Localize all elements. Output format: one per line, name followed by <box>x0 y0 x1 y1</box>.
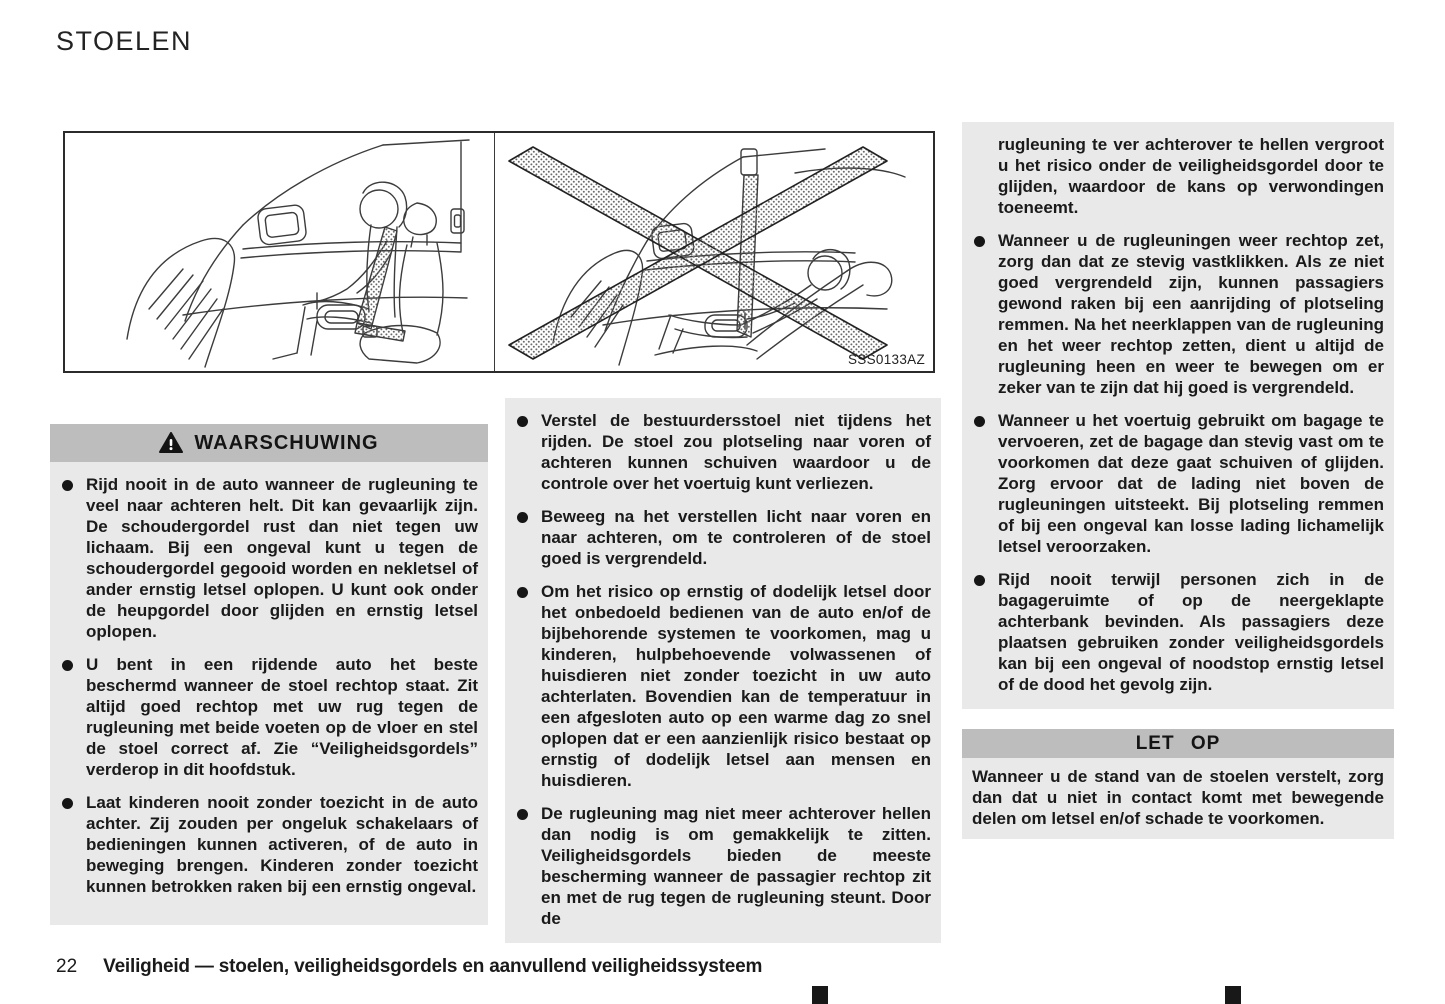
figure-code: SSS0133AZ <box>848 352 925 367</box>
bullet-text: Rijd nooit terwijl personen zich in de bagageruimte of op de neergeklapte achterbank bevinden. Als passagiers deze plaatsen gebruiken zonder veiligheidsgordels kan bij een ongeval of noodstop ernstig letsel of de dood het gevolg zijn. <box>998 570 1384 694</box>
bullet-icon <box>62 798 73 809</box>
bullet-text: De rugleuning mag niet meer achterover hellen dan nodig is om gemakkelijk te zitten. Veiligheidsgordels bieden de meeste bescherming wanneer de passagier rechtop zit en met de rug tegen de rugleuning steunt. Door de <box>541 804 931 928</box>
list-item <box>974 230 1384 398</box>
warning-header <box>50 424 488 462</box>
bullet-text: Wanneer u de rugleuningen weer rechtop zet, zorg dan dat ze stevig vastklikken. Als ze niet goed vergrendeld zijn, kunnen passagiers gewond raken bij een aanrijding of plotseling remmen. Na het neerklappen van de rugleuning en het weer rechtop zetten, dient u altijd de rugleuning heen en weer te bewegen om er zeker van te zijn dat hij goed is vergrendeld. <box>998 231 1384 397</box>
figure-upright-seat-illustration <box>65 133 494 371</box>
upright-occupant-drawing <box>65 133 494 371</box>
bullet-icon <box>517 512 528 523</box>
caution-text: Wanneer u de stand van de stoelen verstelt, zorg dan dat u niet in contact komt met bewegende delen om letsel en/of schade te voorkomen. <box>962 758 1394 839</box>
bullet-icon <box>517 416 528 427</box>
print-registration-mark <box>1225 986 1241 1004</box>
bullet-text: U bent in een rijdende auto het beste beschermd wanneer de stoel rechtop staat. Zit altijd goed rechtop met uw rug tegen de rugleuning met beide voeten op de vloer en stel de stoel correct af. Zie “Veiligheidsgordels” verderop in dit hoofdstuk. <box>86 655 478 779</box>
reclined-occupant-crossed-drawing <box>495 133 933 371</box>
bullet-icon <box>62 480 73 491</box>
bullet-text: Wanneer u het voertuig gebruikt om bagage te vervoeren, zet de bagage dan stevig vast om te voorkomen dat deze gaat schuiven of glijden. Zorg ervoor dat de lading niet boven de rugleuningen uitsteekt. Bij plotseling remmen of bij een ongeval kan losse lading lichamelijk letsel veroorzaken. <box>998 411 1384 556</box>
list-item <box>974 569 1384 695</box>
list-item <box>974 410 1384 557</box>
list-item <box>517 581 931 791</box>
bullet-text: Laat kinderen nooit zonder toezicht in de auto achter. Zij zouden per ongeluk schakelaars of bedieningen kunnen activeren, of de auto in beweging brengen. Kinderen zonder toezicht kunnen betrokken raken bij een ernstig ongeval. <box>86 793 478 896</box>
page-title: STOELEN <box>56 26 193 56</box>
list-item <box>517 410 931 494</box>
list-item <box>517 506 931 569</box>
page-footer <box>56 956 762 978</box>
bullet-icon <box>974 416 985 427</box>
warning-column-2-body <box>505 398 941 943</box>
page-number: 22 <box>56 956 78 977</box>
warning-title: WAARSCHUWING <box>194 431 379 454</box>
list-item <box>62 792 478 897</box>
list-item <box>62 654 478 780</box>
warning-column-3 <box>962 122 1394 709</box>
bullet-text: Om het risico op ernstig of dodelijk letsel door het onbedoeld bedienen van de auto en/of de bijbehorende systemen te voorkomen, mag u kinderen, hulpbehoevende volwassenen of huisdieren niet zonder toezicht in uw auto achterlaten. Bovendien kan de temperatuur in een afgesloten auto op een warme dag zo snel oplopen dat er een aanzienlijk risico bestaat op ernstig of dodelijk letsel aan mensen en huisdieren. <box>541 582 931 790</box>
figure-box <box>63 131 935 373</box>
bullet-icon <box>974 236 985 247</box>
warning-column-2 <box>505 398 941 943</box>
bullet-icon <box>974 575 985 586</box>
warning-column-3-body <box>962 122 1394 709</box>
caution-header: LET OP <box>962 729 1394 758</box>
warning-column-1-body <box>50 462 488 925</box>
list-item <box>62 474 478 642</box>
figure-reclined-seat-crossed-illustration <box>495 133 933 371</box>
print-registration-mark <box>812 986 828 1004</box>
bullet-text: Verstel de bestuurdersstoel niet tijdens het rijden. De stoel zou plotseling naar voren of achteren kunnen schuiven waardoor u de controle over het voertuig kunt verliezen. <box>541 411 931 493</box>
bullet-text: Rijd nooit in de auto wanneer de rugleuning te veel naar achteren helt. Dit kan gevaarlijk zijn. De schoudergordel rust dan niet tegen uw lichaam. Bij een ongeval kunt u tegen de schoudergordel gegooid worden en nekletsel of ander ernstig letsel oplopen. U kunt ook onder de heupgordel door glijden en ernstig letsel oplopen. <box>86 475 478 641</box>
continued-text: rugleuning te ver achterover te hellen vergroot u het risico onder de veiligheidsgordel door te glijden, waardoor de kans op verwondingen toeneemt. <box>998 135 1384 217</box>
warning-column-1 <box>50 424 488 925</box>
footer-section-title: Veiligheid — stoelen, veiligheidsgordels en aanvullend veiligheidssysteem <box>103 956 763 977</box>
caution-box <box>962 729 1394 839</box>
bullet-icon <box>62 660 73 671</box>
list-item <box>517 803 931 929</box>
warning-triangle-icon <box>159 432 183 454</box>
bullet-icon <box>517 809 528 820</box>
bullet-icon <box>517 587 528 598</box>
bullet-text: Beweeg na het verstellen licht naar voren en naar achteren, om te controleren of de stoel goed is vergrendeld. <box>541 507 931 568</box>
